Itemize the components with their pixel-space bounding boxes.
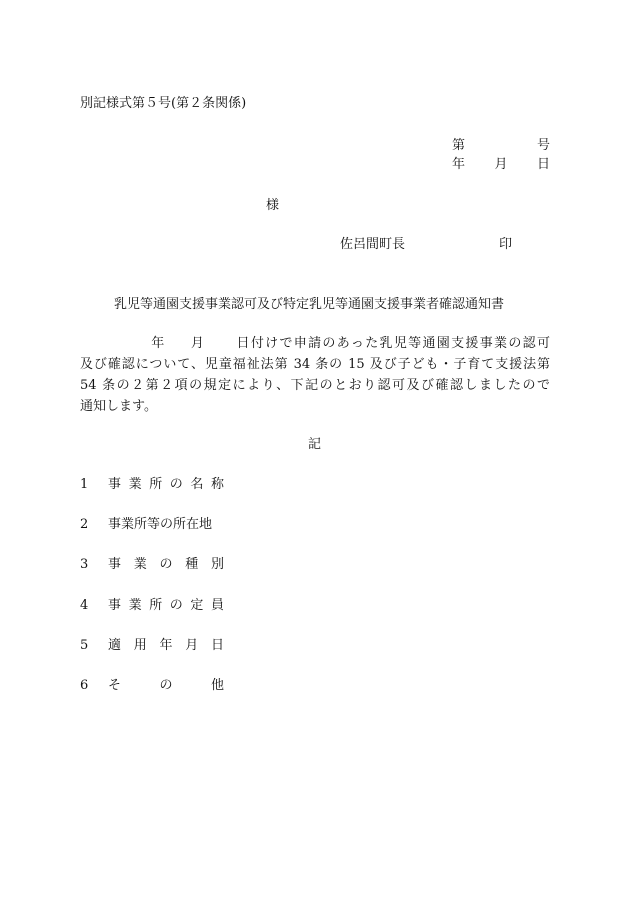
item-1-char: 称 [210,477,224,492]
item-1-number: 1 [80,477,89,492]
date-year: 年 [452,157,466,172]
issue-date-line [452,157,550,173]
item-3-char: の [159,557,173,572]
form-label: 別記様式第５号(第２条関係) [80,96,247,111]
item-5-char: 適 [108,638,122,653]
item-4-char: 事 [108,598,122,613]
body-date-year: 年 [150,336,166,351]
item-2-label: 事業所等の所在地 [108,517,213,532]
item-5-char: 用 [133,638,147,653]
item-1-char: 業 [128,477,142,492]
document-number-line [452,138,550,154]
item-1-char: 事 [108,477,122,492]
item-3-char: 別 [210,557,224,572]
issuer-name: 佐呂間町長 [340,237,406,252]
body-line-1 [80,333,550,354]
item-1-char: の [169,477,183,492]
item-5-label [108,638,224,654]
ki-heading: 記 [308,437,322,452]
body-date-month: 月 [189,336,206,351]
number-prefix: 第 [452,138,466,153]
body-line-3: 54 条の２第２項の規定により、下記のとおり認可及び確認しましたので [80,378,550,393]
item-6-char: の [159,678,173,693]
item-6-number: 6 [80,678,89,693]
item-5-char: 日 [210,638,224,653]
date-day: 日 [536,157,550,172]
recipient-suffix: 様 [266,198,280,213]
item-4-char: 所 [149,598,163,613]
item-1-char: 名 [190,477,204,492]
item-3-label [108,557,224,573]
item-3-char: 種 [185,557,199,572]
body-line-2: 及び確認について、児童福祉法第 34 条の 15 及び子ども・子育て支援法第 [80,357,550,372]
item-3-char: 業 [133,557,147,572]
item-4-char: 業 [128,598,142,613]
item-2-number: 2 [80,517,89,532]
item-6-char: そ [108,678,122,693]
item-1-char: 所 [149,477,163,492]
item-5-number: 5 [80,638,89,653]
item-1-label [108,477,224,493]
item-6-char: 他 [210,678,224,693]
item-3-char: 事 [108,557,122,572]
item-4-char: 定 [190,598,204,613]
document-title: 乳児等通園支援事業認可及び特定乳児等通園支援事業者確認通知書 [114,297,505,312]
body-line-4: 通知します。 [80,399,157,414]
item-5-char: 年 [159,638,173,653]
item-4-number: 4 [80,598,89,613]
number-suffix: 号 [536,138,550,153]
body-line-1-text: 日付けで申請のあった乳児等通園支援事業の認可 [235,336,550,351]
item-4-char: 員 [210,598,224,613]
date-month: 月 [494,157,508,172]
body-paragraph [80,333,550,417]
item-3-number: 3 [80,557,89,572]
item-6-label [108,678,224,694]
item-4-char: の [169,598,183,613]
item-4-label [108,598,224,614]
issuer-seal: 印 [499,237,513,252]
item-5-char: 月 [185,638,199,653]
